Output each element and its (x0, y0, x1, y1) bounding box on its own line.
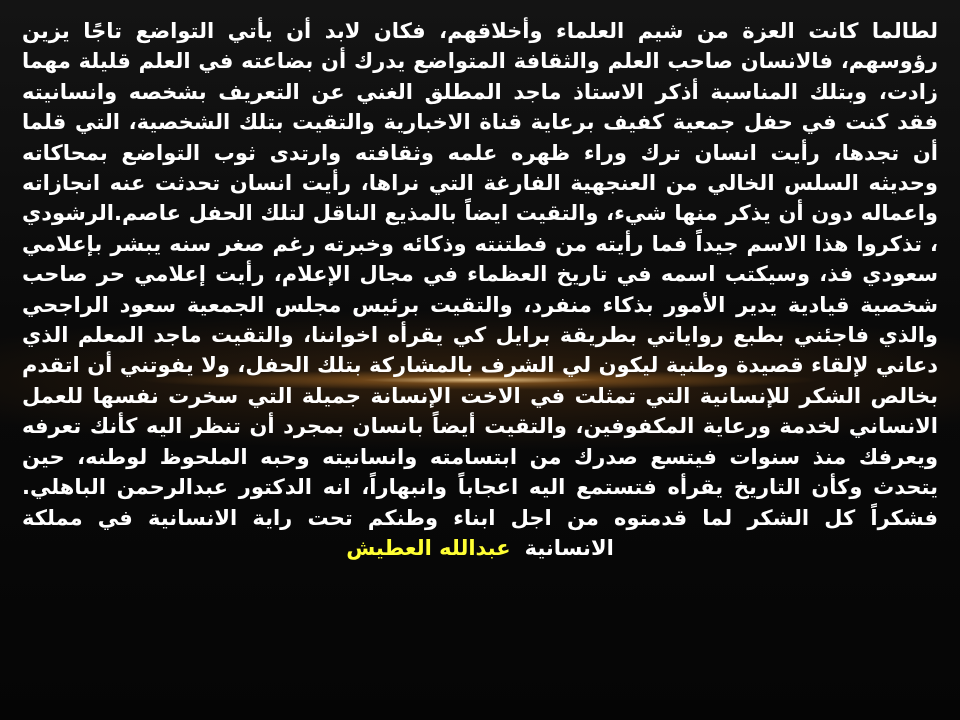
author-signature: عبدالله العطيش (346, 535, 511, 560)
article-body: لطالما كانت العزة من شيم العلماء وأخلاقهم، فكان لابد أن يأتي التواضع تاجًا يزين رؤوسهم، فالانسان صاحب العلم والثقافة المتواضع يدرك أن بضاعته في العلم قليلة مهما زادت، وبتلك المناسبة أذكر الاستاذ ماجد المطلق الغني عن التعريف بشخصه وانسانيته فقد كنت في حفل جمعية كفيف برعاية قناة الاخبارية والتقيت بتلك الشخصية، التي قلما أن تجدها، رأيت انسان ترك وراء ظهره علمه وثقافته وارتدى ثوب التواضع بمحاكاته وحديثه السلس الخالي من العنجهية الفارغة التي نراها، رأيت انسان تحدثت عنه انجازاته واعماله دون أن يذكر منها شيء، والتقيت ايضاً بالمذيع الناقل لتلك الحفل عاصم.الرشودي ، تذكروا هذا الاسم جيداً فما رأيته من فطتنته وذكائه وخبرته رغم صغر سنه يبشر بإعلامي سعودي فذ، وسيكتب اسمه في تاريخ العظماء في مجال الإعلام، رأيت إعلامي حر صاحب شخصية قيادية يدير الأمور بذكاء منفرد، والتقيت برئيس مجلس الجمعية سعود الراجحي والذي فاجئني بطبع رواياتي بطريقة برايل كي يقرأه اخواننا، والتقيت ماجد المعلم الذي دعاني لإلقاء قصيدة وطنية ليكون لي الشرف بالمشاركة بتلك الحفل، ولا يفوتني أن اتقدم بخالص الشكر للإنسانية التي تمثلت في الاخت الإنسانة جميلة التي سخرت نفسها للعمل الانساني لخدمة ورعاية المكفوفين، والتقيت أيضاً بانسان بمجرد أن تنظر اليه كأنك تعرفه ويعرفك منذ سنوات فيتسع صدرك من ابتسامته وانسانيته وحبه الملحوظ لوطنه، حين يتحدث وكأن التاريخ يقرأه فتستمع اليه اعجاباً وانبهاراً، انه الدكتور عبدالرحمن الباهلي. فشكراً كل الشكر لما قدمتوه من اجل ابناء وطنكم تحت راية الانسانية في مملكة الانسانية (22, 19, 938, 560)
article-text (22, 16, 938, 563)
